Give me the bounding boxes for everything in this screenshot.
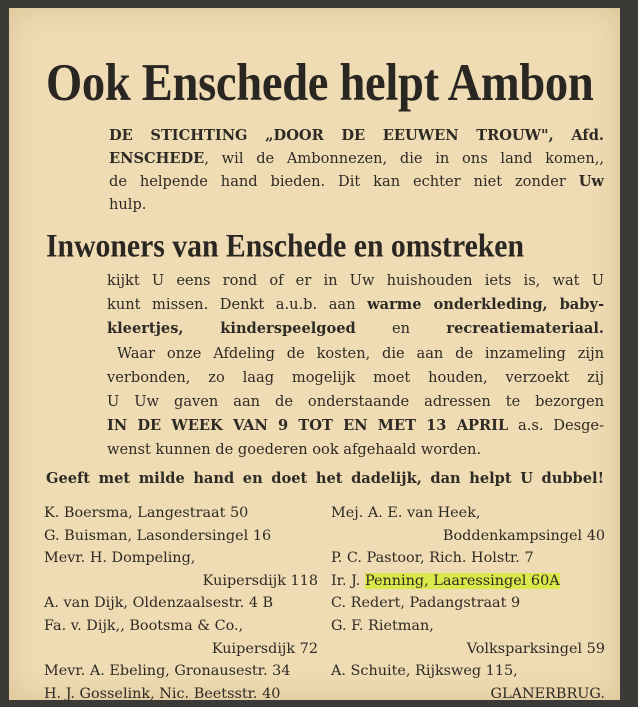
address-line	[331, 570, 605, 593]
text: en	[355, 320, 447, 338]
text-line	[107, 342, 604, 366]
closing-slogan: Geeft met milde hand en doet het dadelijk, dan helpt U dubbel!	[46, 470, 604, 487]
text-line	[109, 147, 604, 170]
address-line: Mej. A. E. van Heek,	[331, 505, 481, 521]
text-line	[107, 293, 604, 317]
text: verbonden, zo laag mogelijk moet houden, verzoekt zij	[107, 368, 604, 386]
address-line: H. J. Gosselink, Nic. Beetsstr. 40	[44, 685, 281, 702]
text: hulp.	[109, 196, 147, 213]
text: kunt missen. Denkt a.u.b. aan	[107, 296, 368, 314]
intro-paragraph	[109, 124, 604, 216]
text-line	[107, 414, 604, 438]
bold-text: IN DE WEEK VAN 9 TOT EN MET 13 APRIL	[107, 417, 509, 435]
bold-text: recreatiemateriaal.	[446, 320, 604, 338]
subheadline: Inwoners van Enschede en omstreken	[46, 228, 524, 265]
address-line: G. Buisman, Lasondersingel 16	[44, 527, 272, 544]
text: Ir. J.	[331, 572, 365, 589]
headline: Ook Enschede helpt Ambon	[46, 54, 594, 113]
address-line: C. Redert, Padangstraat 9	[331, 595, 521, 612]
text: U Uw gaven aan de onderstaande adressen te bezorgen	[107, 392, 604, 410]
text-line	[109, 124, 604, 147]
address-line: A. Schuite, Rijksweg 115,	[331, 663, 518, 680]
address-line: G. F. Rietman,	[331, 617, 434, 634]
bold-text: warme onderkleding, baby-	[367, 296, 605, 314]
bold-text: ENSCHEDE	[109, 150, 205, 167]
address-line: GLANERBRUG.	[490, 685, 605, 702]
text-line	[107, 366, 604, 390]
address-line: P. C. Pastoor, Rich. Holstr. 7	[331, 550, 534, 567]
bold-text: DE STICHTING „DOOR DE EEUWEN TROUW", Afd.	[109, 127, 604, 144]
body-paragraph	[107, 269, 604, 463]
text-line	[109, 170, 604, 193]
text-line	[107, 390, 604, 414]
address-list-left	[44, 502, 318, 705]
address-line: Boddenkampsingel 40	[442, 527, 605, 544]
text: wenst kunnen de goederen ook afgehaald worden.	[107, 441, 482, 459]
newspaper-clipping	[9, 8, 620, 700]
address-line: Volksparksingel 59	[466, 640, 605, 657]
address-line: A. van Dijk, Oldenzaalsestr. 4 B	[44, 595, 274, 612]
bold-text: kleertjes, kinderspeelgoed	[107, 320, 356, 338]
highlighted-text: Penning, Laaressingel 60A	[364, 572, 560, 589]
text: , wil de Ambonnezen, die in ons land komen,,	[204, 150, 604, 167]
address-line: Kuipersdijk 118	[202, 572, 318, 589]
address-line: Fa. v. Dijk,, Bootsma & Co.,	[44, 617, 244, 634]
address-line: Mevr. A. Ebeling, Gronausestr. 34	[44, 663, 291, 680]
text-line	[107, 438, 604, 462]
text: kijkt U eens rond of er in Uw huishouden iets is, wat U	[107, 272, 604, 289]
bold-text: Uw	[578, 173, 604, 190]
text-line	[109, 193, 604, 216]
address-line: Mevr. H. Dompeling,	[44, 550, 196, 567]
text-line	[107, 269, 604, 293]
text: de helpende hand bieden. Dit kan echter niet zonder	[109, 173, 579, 190]
address-list-right	[331, 502, 605, 705]
address-line: K. Boersma, Langestraat 50	[44, 505, 249, 521]
text: a.s. Desge-	[508, 417, 605, 435]
text-line	[107, 317, 604, 341]
text: Waar onze Afdeling de kosten, die aan de inzameling zijn	[117, 344, 604, 362]
address-line: Kuipersdijk 72	[211, 640, 318, 657]
